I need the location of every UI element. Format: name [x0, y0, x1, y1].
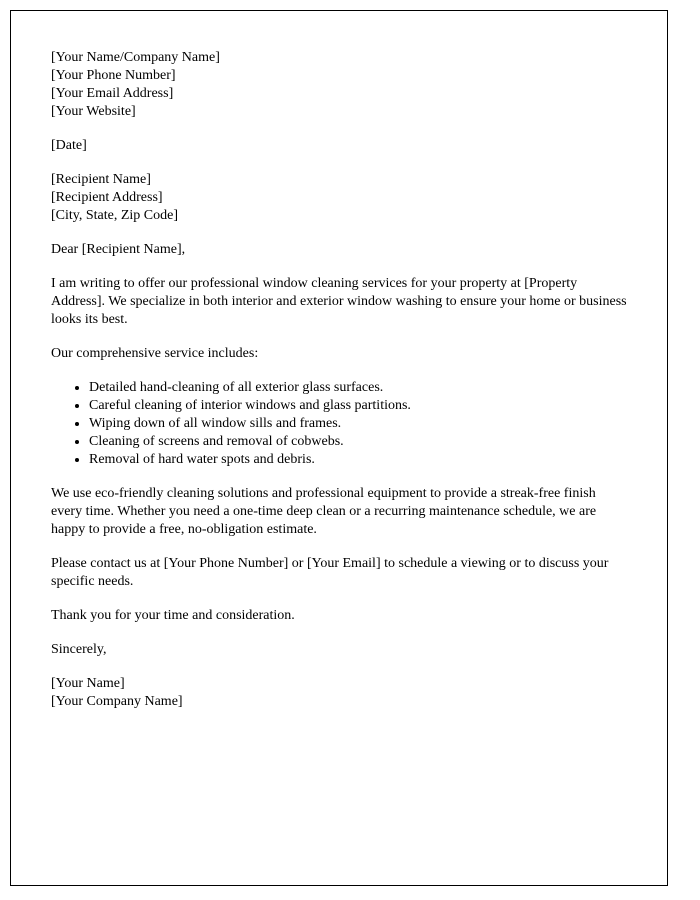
letter-page: [10, 10, 668, 886]
date-block: [51, 137, 627, 155]
service-item: • Cleaning of screens and removal of cobwebs.: [89, 433, 627, 451]
salutation: Dear [Recipient Name],: [51, 242, 186, 257]
recipient-block: [51, 171, 627, 225]
sender-block: [51, 49, 627, 121]
recipient-name-line: [Recipient Name]: [51, 172, 151, 187]
service-item: • Careful cleaning of interior windows and glass partitions.: [89, 397, 627, 415]
sender-name-line: [Your Name/Company Name]: [51, 50, 220, 65]
sender-phone-line: [Your Phone Number]: [51, 68, 176, 83]
services-list: [51, 379, 627, 469]
date-line: [Date]: [51, 138, 87, 153]
equipment-paragraph: We use eco-friendly cleaning solutions and professional equipment to provide a streak-free finish every time. Whether you need a one-time deep clean or a recurring maintenance schedule, we are happy to provide a free, no-obligation estimate.: [51, 486, 597, 537]
recipient-address-line: [Recipient Address]: [51, 190, 163, 205]
sender-website-line: [Your Website]: [51, 104, 136, 119]
sender-email-line: [Your Email Address]: [51, 86, 174, 101]
signature-block: [51, 675, 627, 711]
thanks-paragraph: Thank you for your time and consideration.: [51, 608, 295, 623]
contact-paragraph: Please contact us at [Your Phone Number] or [Your Email] to schedule a viewing or to discuss your specific needs.: [51, 556, 609, 589]
closing: Sincerely,: [51, 642, 107, 657]
recipient-city-line: [City, State, Zip Code]: [51, 208, 179, 223]
service-item: • Detailed hand-cleaning of all exterior glass surfaces.: [89, 379, 627, 397]
signature-company-line: [Your Company Name]: [51, 694, 183, 709]
service-item: • Wiping down of all window sills and frames.: [89, 415, 627, 433]
letter-body: [11, 11, 667, 711]
intro-paragraph: I am writing to offer our professional window cleaning services for your property at [Property Address]. We specialize in both interior and exterior window washing to ensure your home or business looks its best.: [51, 276, 627, 327]
signature-name-line: [Your Name]: [51, 676, 125, 691]
service-item: • Removal of hard water spots and debris.: [89, 451, 627, 469]
services-heading: Our comprehensive service includes:: [51, 346, 259, 361]
